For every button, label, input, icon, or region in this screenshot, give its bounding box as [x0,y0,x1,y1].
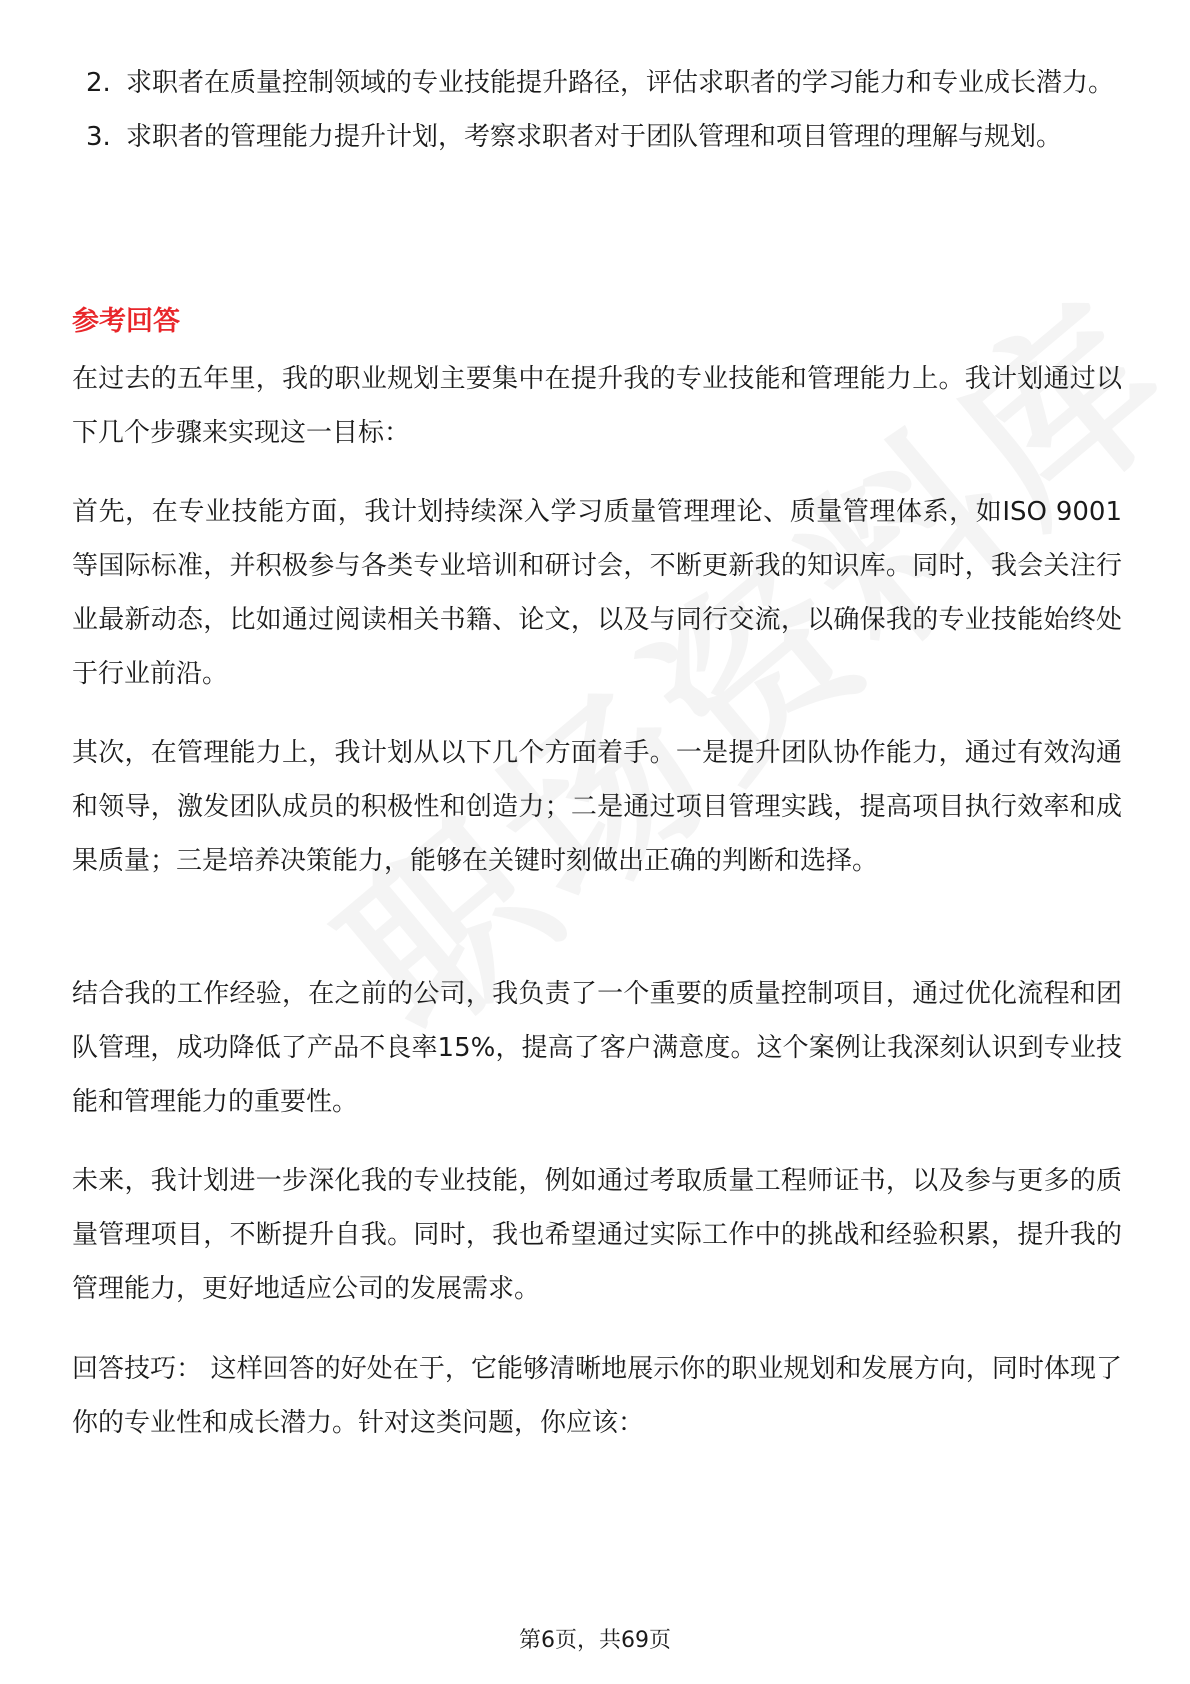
paragraph-tips: 回答技巧： 这样回答的好处在于，它能够清晰地展示你的职业规划和发展方向，同时体现了你的专业性和成长潜力。针对这类问题，你应该： [72,1354,1122,1438]
list-item-text: 求职者的管理能力提升计划，考察求职者对于团队管理和项目管理的理解与规划。 [126,122,1063,152]
question-list [72,56,1132,164]
paragraph-intro: 在过去的五年里，我的职业规划主要集中在提升我的专业技能和管理能力上。我计划通过以下几个步骤来实现这一目标： [72,364,1122,448]
page-footer: 第6页，共69页 [519,1628,671,1653]
section-title: 参考回答 [72,306,180,337]
paragraph-future: 未来，我计划进一步深化我的专业技能，例如通过考取质量工程师证书，以及参与更多的质量管理项目，不断提升自我。同时，我也希望通过实际工作中的挑战和经验积累，提升我的管理能力，更好地适应公司的发展需求。 [72,1166,1122,1304]
paragraph-management: 其次，在管理能力上，我计划从以下几个方面着手。一是提升团队协作能力，通过有效沟通和领导，激发团队成员的积极性和创造力；二是通过项目管理实践，提高项目执行效率和成果质量；三是培养决策能力，能够在关键时刻做出正确的判断和选择。 [72,738,1122,876]
list-item [72,110,1132,164]
list-item-text: 求职者在质量控制领域的专业技能提升路径，评估求职者的学习能力和专业成长潜力。 [126,68,1115,98]
list-item-number: 3. [86,122,111,152]
paragraph-experience: 结合我的工作经验，在之前的公司，我负责了一个重要的质量控制项目，通过优化流程和团队管理，成功降低了产品不良率15%，提高了客户满意度。这个案例让我深刻认识到专业技能和管理能力的重要性。 [72,979,1122,1117]
paragraph-skills: 首先，在专业技能方面，我计划持续深入学习质量管理理论、质量管理体系，如ISO 9001等国际标准，并积极参与各类专业培训和研讨会，不断更新我的知识库。同时，我会关注行业最新动态，比如通过阅读相关书籍、论文，以及与同行交流，以确保我的专业技能始终处于行业前沿。 [72,497,1122,689]
list-item [72,56,1132,110]
list-item-number: 2. [86,68,111,98]
